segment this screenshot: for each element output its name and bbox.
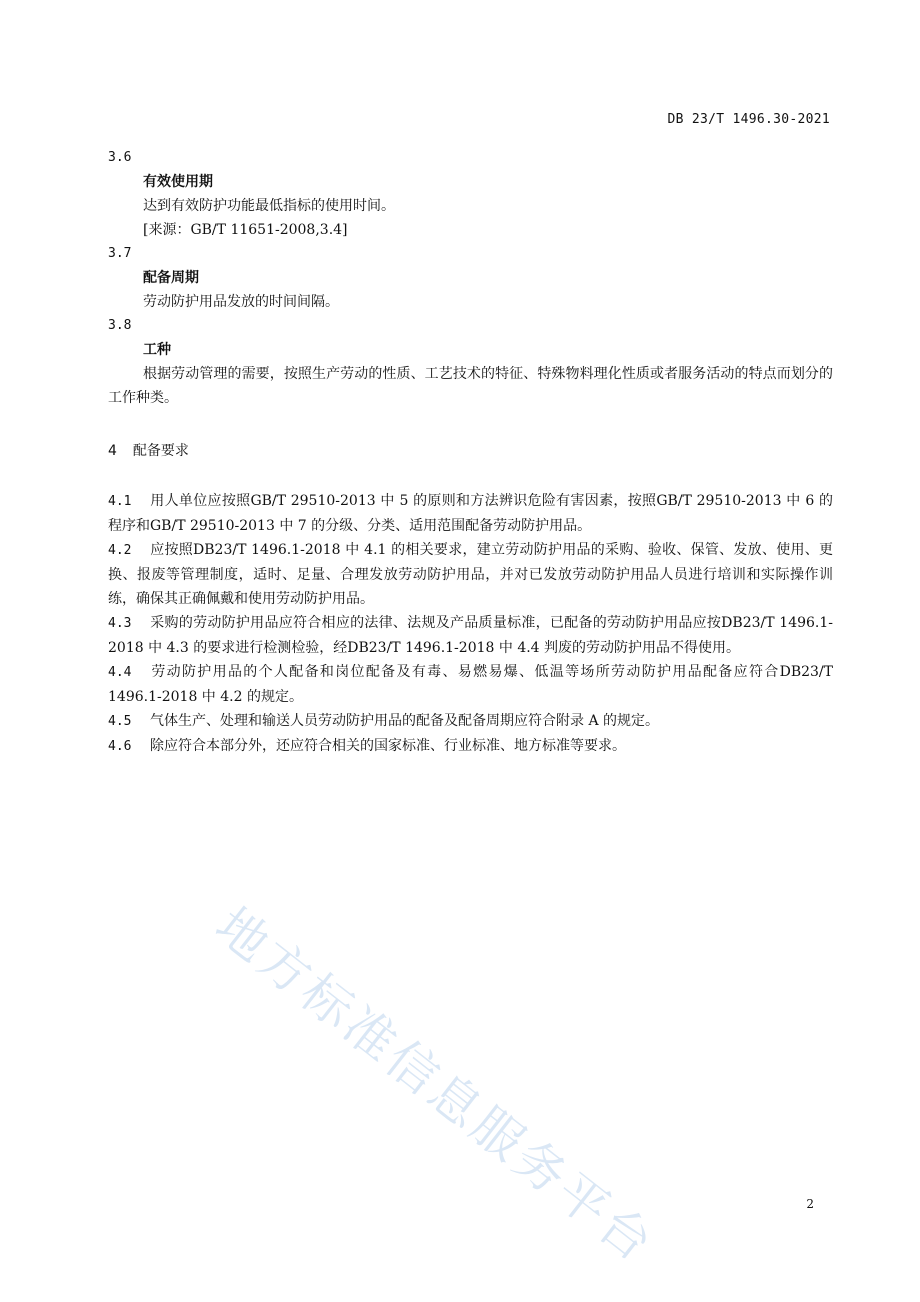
- page-number: 2: [806, 1197, 814, 1211]
- requirement-item: [108, 489, 833, 538]
- requirement-text: 劳动防护用品的个人配备和岗位配备及有毒、易燃易爆、低温等场所劳动防护用品配备应符合DB23/T 1496.1-2018 中 4.2 的规定。: [108, 664, 833, 705]
- requirement-number: 4.3: [108, 616, 132, 631]
- term-source: [来源：GB/T 11651-2008,3.4]: [143, 222, 348, 238]
- term-entry: [108, 146, 833, 242]
- section-number: 4: [108, 443, 117, 459]
- term-definition: 达到有效防护功能最低指标的使用时间。: [143, 198, 395, 214]
- term-number: 3.7: [108, 246, 132, 261]
- doc-header-id: DB 23/T 1496.30-2021: [667, 112, 830, 127]
- watermark: 地方标准信息服务平台: [204, 896, 666, 1275]
- requirement-item: [108, 734, 833, 759]
- requirement-item: [108, 611, 833, 660]
- section-title: 配备要求: [132, 443, 189, 459]
- requirement-number: 4.5: [108, 714, 132, 729]
- term-name: 工种: [143, 342, 171, 358]
- requirement-text: 采购的劳动防护用品应符合相应的法律、法规及产品质量标准，已配备的劳动防护用品应按DB23/T 1496.1-2018 中 4.3 的要求进行检测检验，经DB23/T 1496.1-2018 中 4.4 判废的劳动防护用品不得使用。: [108, 615, 833, 656]
- requirement-number: 4.4: [108, 665, 132, 680]
- requirement-item: [108, 660, 833, 709]
- term-definition: 劳动防护用品发放的时间间隔。: [143, 294, 339, 310]
- term-number: 3.6: [108, 150, 132, 165]
- requirement-text: 除应符合本部分外，还应符合相关的国家标准、行业标准、地方标准等要求。: [150, 738, 626, 754]
- document-body: [108, 146, 833, 759]
- requirement-item: [108, 709, 833, 734]
- requirement-number: 4.6: [108, 739, 132, 754]
- requirement-number: 4.2: [108, 543, 132, 558]
- requirement-text: 气体生产、处理和输送人员劳动防护用品的配备及配备周期应符合附录 A 的规定。: [150, 713, 660, 729]
- requirement-item: [108, 538, 833, 611]
- requirement-text: 用人单位应按照GB/T 29510-2013 中 5 的原则和方法辨识危险有害因素，按照GB/T 29510-2013 中 6 的程序和GB/T 29510-2013 中 7 的分级、分类、适用范围配备劳动防护用品。: [108, 493, 833, 534]
- term-entry: [108, 314, 833, 410]
- term-definition: 根据劳动管理的需要，按照生产劳动的性质、工艺技术的特征、特殊物料理化性质或者服务活动的特点而划分的工作种类。: [108, 366, 833, 406]
- section-heading: [108, 439, 833, 463]
- requirement-number: 4.1: [108, 494, 132, 509]
- term-name: 有效使用期: [143, 174, 213, 190]
- term-name: 配备周期: [143, 270, 199, 286]
- term-entry: [108, 242, 833, 314]
- term-number: 3.8: [108, 318, 132, 333]
- requirement-text: 应按照DB23/T 1496.1-2018 中 4.1 的相关要求，建立劳动防护用品的采购、验收、保管、发放、使用、更换、报废等管理制度，适时、足量、合理发放劳动防护用品，并对已发放劳动防护用品人员进行培训和实际操作训练，确保其正确佩戴和使用劳动防护用品。: [108, 542, 833, 607]
